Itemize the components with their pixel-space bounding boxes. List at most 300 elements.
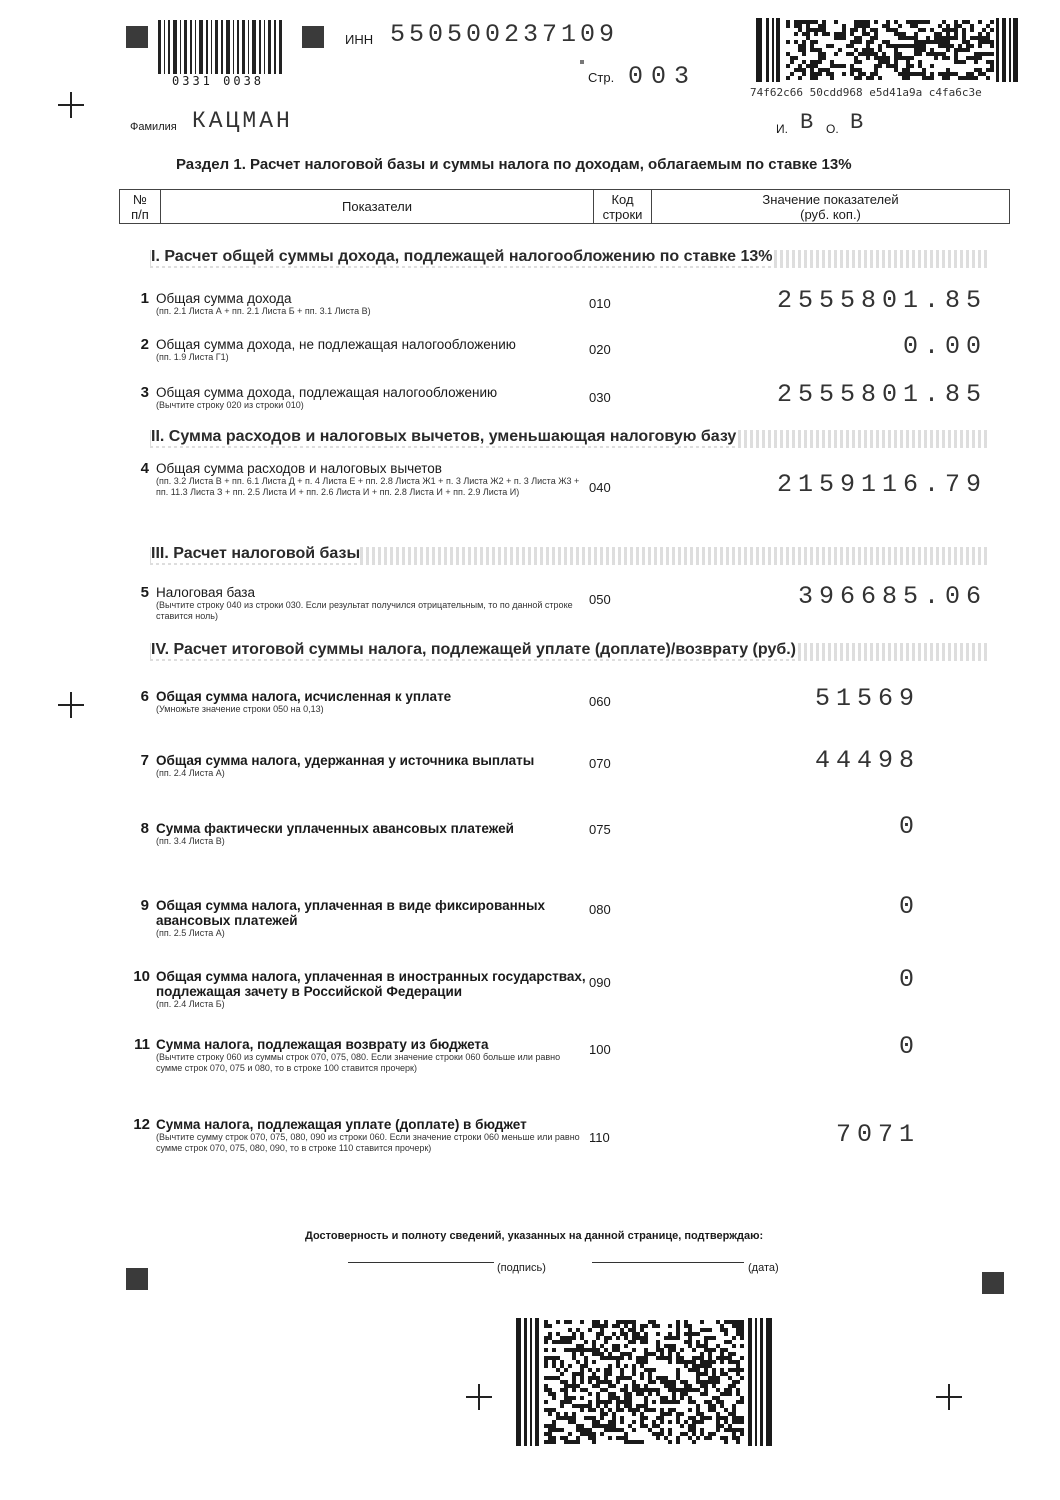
barcode-module — [604, 1372, 608, 1376]
barcode-module — [580, 1380, 584, 1384]
barcode-module — [572, 1332, 576, 1336]
barcode-module — [902, 68, 906, 72]
barcode-module — [696, 1380, 700, 1384]
barcode-module — [548, 1336, 552, 1340]
barcode-module — [620, 1328, 624, 1332]
barcode-module — [886, 44, 890, 48]
barcode-module — [568, 1432, 572, 1436]
barcode-module — [732, 1408, 736, 1412]
barcode-module — [552, 1376, 556, 1380]
section-3-title: III. Расчет налоговой базы — [151, 545, 361, 562]
barcode-module — [640, 1328, 644, 1332]
row-value: 0 — [898, 1032, 920, 1061]
barcode-module — [580, 1388, 584, 1392]
barcode-module — [704, 1372, 708, 1376]
col-num-line2: п/п — [131, 206, 149, 222]
barcode-module — [688, 1396, 692, 1400]
barcode-module — [724, 1348, 728, 1352]
barcode-module — [874, 64, 878, 68]
barcode-module — [870, 52, 874, 56]
barcode-module — [724, 1420, 728, 1424]
barcode-module — [806, 36, 810, 40]
barcode-module — [830, 72, 834, 76]
barcode-module — [624, 1364, 628, 1368]
barcode-module — [692, 1416, 696, 1420]
barcode-module — [834, 52, 838, 56]
barcode-module — [712, 1336, 716, 1340]
barcode-module — [926, 20, 930, 24]
barcode-module — [556, 1376, 560, 1380]
barcode-module — [668, 1400, 672, 1404]
barcode-module — [894, 60, 898, 64]
barcode-module — [914, 72, 918, 76]
datamatrix-barcode-bottom — [516, 1318, 772, 1446]
barcode-module — [810, 20, 814, 24]
barcode-module — [696, 1412, 700, 1416]
barcode-module — [564, 1340, 568, 1344]
barcode-module — [568, 1340, 572, 1344]
barcode-module — [802, 52, 806, 56]
barcode-module — [568, 1336, 572, 1340]
barcode-module — [950, 36, 954, 40]
barcode-module — [954, 56, 958, 60]
barcode-module — [942, 36, 946, 40]
barcode-module — [962, 76, 966, 80]
barcode-module — [608, 1384, 612, 1388]
barcode-module — [608, 1372, 612, 1376]
barcode-module — [660, 1428, 664, 1432]
barcode-module — [894, 52, 898, 56]
barcode-module — [716, 1416, 720, 1420]
barcode-module — [628, 1400, 632, 1404]
barcode-module — [692, 1348, 696, 1352]
barcode-module — [596, 1332, 600, 1336]
barcode-module — [676, 1388, 680, 1392]
barcode-module — [568, 1320, 572, 1324]
barcode-module — [806, 20, 810, 24]
barcode-module — [604, 1428, 608, 1432]
barcode-module — [720, 1348, 724, 1352]
barcode-module — [644, 1352, 648, 1356]
barcode-module — [580, 1408, 584, 1412]
barcode-module — [854, 36, 858, 40]
barcode-module — [930, 76, 934, 80]
barcode-module — [564, 1396, 568, 1400]
barcode-module — [954, 32, 958, 36]
barcode-module — [802, 60, 806, 64]
barcode-module — [822, 32, 826, 36]
barcode-module — [568, 1396, 572, 1400]
barcode-module — [676, 1352, 680, 1356]
barcode-module — [974, 60, 978, 64]
barcode-module — [628, 1424, 632, 1428]
barcode-module — [818, 28, 822, 32]
barcode-module — [660, 1352, 664, 1356]
barcode-module — [592, 1416, 596, 1420]
barcode-module — [580, 1424, 584, 1428]
barcode-module — [604, 1320, 608, 1324]
barcode-module — [636, 1392, 640, 1396]
barcode-module — [728, 1392, 732, 1396]
barcode-module — [874, 56, 878, 60]
barcode-module — [548, 1388, 552, 1392]
row-label-block — [156, 821, 586, 847]
barcode-module — [736, 1380, 740, 1384]
row-title: Общая сумма расходов и налоговых вычетов — [156, 461, 442, 476]
barcode-module — [700, 1416, 704, 1420]
barcode-module — [596, 1404, 600, 1408]
barcode-module — [720, 1436, 724, 1440]
barcode-module — [616, 1344, 620, 1348]
barcode-module — [858, 40, 862, 44]
barcode-module — [616, 1380, 620, 1384]
row-value: 2555801.85 — [776, 286, 987, 315]
barcode-module — [720, 1392, 724, 1396]
row-note: (пп. 1.9 Листа Г1) — [156, 352, 229, 362]
barcode-module — [886, 64, 890, 68]
barcode-module — [818, 52, 822, 56]
barcode-module — [560, 1380, 564, 1384]
barcode-module — [938, 36, 942, 40]
barcode-module — [946, 32, 950, 36]
barcode-module — [696, 1372, 700, 1376]
barcode-module — [878, 56, 882, 60]
inn-value: 550500237109 — [390, 20, 619, 49]
barcode-module — [688, 1384, 692, 1388]
barcode-module — [684, 1420, 688, 1424]
barcode-module — [858, 68, 862, 72]
barcode-module — [870, 72, 874, 76]
barcode-module — [552, 1420, 556, 1424]
barcode-module — [990, 60, 994, 64]
barcode-module — [616, 1336, 620, 1340]
barcode-module — [680, 1348, 684, 1352]
barcode-module — [580, 1348, 584, 1352]
barcode-module — [942, 72, 946, 76]
barcode-module — [684, 1432, 688, 1436]
barcode-module — [592, 1344, 596, 1348]
barcode-module — [894, 56, 898, 60]
barcode-module — [696, 1332, 700, 1336]
barcode-module — [736, 1332, 740, 1336]
barcode-module — [798, 28, 802, 32]
barcode-module — [902, 32, 906, 36]
barcode-module — [576, 1424, 580, 1428]
barcode-module — [644, 1368, 648, 1372]
barcode-module — [954, 52, 958, 56]
barcode-module — [810, 72, 814, 76]
barcode-module — [596, 1324, 600, 1328]
barcode-module — [728, 1384, 732, 1388]
barcode-module — [596, 1376, 600, 1380]
barcode-module — [604, 1336, 608, 1340]
barcode-module — [990, 52, 994, 56]
barcode-module — [592, 1376, 596, 1380]
barcode-module — [704, 1380, 708, 1384]
barcode-module — [556, 1340, 560, 1344]
barcode-module — [632, 1372, 636, 1376]
barcode-module — [922, 72, 926, 76]
barcode-module — [802, 32, 806, 36]
barcode-module — [874, 72, 878, 76]
barcode-module — [740, 1344, 744, 1348]
barcode-module — [874, 36, 878, 40]
barcode-module — [544, 1336, 548, 1340]
barcode-module — [672, 1392, 676, 1396]
barcode-module — [922, 44, 926, 48]
row-code: 075 — [589, 822, 611, 837]
barcode-module — [894, 32, 898, 36]
barcode-module — [560, 1404, 564, 1408]
barcode-module — [628, 1440, 632, 1444]
barcode-module — [596, 1380, 600, 1384]
signature-line[interactable] — [348, 1262, 494, 1263]
barcode-module — [732, 1320, 736, 1324]
barcode-module — [576, 1328, 580, 1332]
barcode-module — [664, 1400, 668, 1404]
barcode-module — [660, 1356, 664, 1360]
barcode-module — [664, 1344, 668, 1348]
barcode-module — [786, 64, 790, 68]
row-number: 6 — [140, 688, 149, 705]
barcode-module — [890, 44, 894, 48]
barcode-module — [608, 1336, 612, 1340]
barcode-module — [624, 1352, 628, 1356]
barcode-module — [680, 1360, 684, 1364]
barcode-module — [890, 64, 894, 68]
barcode-module — [862, 72, 866, 76]
barcode-module — [640, 1356, 644, 1360]
barcode-module — [704, 1348, 708, 1352]
barcode-module — [580, 1344, 584, 1348]
barcode-module — [732, 1352, 736, 1356]
barcode-module — [572, 1420, 576, 1424]
barcode-module — [676, 1336, 680, 1340]
barcode-module — [708, 1376, 712, 1380]
barcode-module — [962, 48, 966, 52]
row-code: 100 — [589, 1042, 611, 1057]
barcode-module — [704, 1340, 708, 1344]
barcode-module — [640, 1364, 644, 1368]
barcode-module — [914, 52, 918, 56]
barcode-module — [934, 32, 938, 36]
barcode-module — [548, 1332, 552, 1336]
row-number: 8 — [140, 820, 149, 837]
barcode-module — [942, 76, 946, 80]
date-line[interactable] — [592, 1262, 744, 1263]
barcode-module — [612, 1420, 616, 1424]
barcode-module — [564, 1348, 568, 1352]
barcode-module — [978, 40, 982, 44]
barcode-module — [640, 1336, 644, 1340]
barcode-module — [724, 1356, 728, 1360]
barcode-module — [700, 1420, 704, 1424]
barcode-module — [568, 1348, 572, 1352]
barcode-module — [732, 1360, 736, 1364]
barcode-module — [818, 72, 822, 76]
barcode-module — [600, 1412, 604, 1416]
barcode-module — [938, 44, 942, 48]
barcode-module — [588, 1432, 592, 1436]
barcode-module — [612, 1412, 616, 1416]
row-number: 10 — [133, 968, 150, 985]
barcode-module — [624, 1404, 628, 1408]
barcode-module — [894, 44, 898, 48]
barcode-module — [822, 24, 826, 28]
barcode-module — [842, 36, 846, 40]
barcode-module — [628, 1340, 632, 1344]
barcode-module — [624, 1436, 628, 1440]
barcode-module — [696, 1388, 700, 1392]
barcode-module — [572, 1404, 576, 1408]
barcode-module — [564, 1384, 568, 1388]
barcode-module — [716, 1420, 720, 1424]
barcode-module — [720, 1424, 724, 1428]
barcode-module — [584, 1404, 588, 1408]
barcode-module — [564, 1416, 568, 1420]
barcode-module — [568, 1416, 572, 1420]
barcode-module — [736, 1440, 740, 1444]
barcode-module — [544, 1340, 548, 1344]
barcode-module — [934, 36, 938, 40]
barcode-module — [814, 20, 818, 24]
barcode-module — [696, 1340, 700, 1344]
registration-square-top-left — [126, 26, 148, 48]
barcode-module — [910, 64, 914, 68]
barcode-module — [990, 28, 994, 32]
barcode-module — [620, 1320, 624, 1324]
barcode-module — [930, 48, 934, 52]
barcode-module — [798, 48, 802, 52]
barcode-module — [830, 64, 834, 68]
barcode-module — [716, 1388, 720, 1392]
barcode-module — [954, 36, 958, 40]
barcode-module — [656, 1344, 660, 1348]
barcode-module — [794, 40, 798, 44]
barcode-module — [720, 1360, 724, 1364]
barcode-module — [616, 1364, 620, 1368]
barcode-module — [946, 28, 950, 32]
barcode-module — [886, 56, 890, 60]
barcode-module — [692, 1368, 696, 1372]
barcode-module — [620, 1372, 624, 1376]
barcode-module — [728, 1412, 732, 1416]
barcode-module — [910, 72, 914, 76]
barcode-module — [560, 1436, 564, 1440]
barcode-module — [592, 1360, 596, 1364]
barcode-module — [918, 20, 922, 24]
barcode-module — [736, 1416, 740, 1420]
barcode-module — [676, 1412, 680, 1416]
section-2-title: II. Сумма расходов и налоговых вычетов, уменьшающая налоговую базу — [151, 428, 737, 445]
barcode-module — [874, 32, 878, 36]
barcode-module — [918, 40, 922, 44]
barcode-module — [834, 36, 838, 40]
barcode-module — [842, 24, 846, 28]
barcode-module — [636, 1336, 640, 1340]
barcode-module — [696, 1344, 700, 1348]
barcode-module — [966, 76, 970, 80]
barcode-module — [588, 1392, 592, 1396]
col-code-line2: строки — [602, 206, 643, 222]
barcode-module — [572, 1336, 576, 1340]
barcode-module — [724, 1340, 728, 1344]
barcode-module — [548, 1440, 552, 1444]
barcode-module — [696, 1420, 700, 1424]
barcode-module — [878, 44, 882, 48]
barcode-module — [700, 1364, 704, 1368]
barcode-module — [886, 40, 890, 44]
row-number: 2 — [140, 336, 149, 353]
barcode-module — [878, 60, 882, 64]
barcode-module — [660, 1408, 664, 1412]
barcode-module — [740, 1428, 744, 1432]
barcode-module — [696, 1356, 700, 1360]
barcode-module — [866, 76, 870, 80]
barcode-module — [700, 1360, 704, 1364]
barcode-module — [640, 1340, 644, 1344]
barcode-module — [612, 1324, 616, 1328]
barcode-module — [572, 1412, 576, 1416]
barcode-module — [564, 1440, 568, 1444]
barcode-module — [668, 1360, 672, 1364]
barcode-module — [552, 1408, 556, 1412]
row-number: 3 — [140, 384, 149, 401]
barcode-module — [560, 1340, 564, 1344]
barcode-module — [672, 1400, 676, 1404]
barcode-module — [914, 24, 918, 28]
barcode-module — [918, 64, 922, 68]
barcode-module — [588, 1368, 592, 1372]
page-title: Раздел 1. Расчет налоговой базы и суммы налога по доходам, облагаемым по ставке 13% — [176, 156, 852, 173]
barcode-module — [704, 1392, 708, 1396]
barcode-module — [810, 48, 814, 52]
barcode-module — [934, 40, 938, 44]
row-note: (пп. 2.4 Листа А) — [156, 768, 225, 778]
barcode-module — [740, 1356, 744, 1360]
barcode-module — [906, 72, 910, 76]
barcode-module — [978, 52, 982, 56]
barcode-module — [640, 1324, 644, 1328]
row-value: 51569 — [814, 684, 920, 713]
barcode-module — [854, 40, 858, 44]
barcode-module — [684, 1320, 688, 1324]
barcode-module — [644, 1336, 648, 1340]
barcode-module — [982, 72, 986, 76]
barcode-module — [798, 68, 802, 72]
barcode-module — [616, 1436, 620, 1440]
barcode-module — [584, 1348, 588, 1352]
barcode-module — [664, 1336, 668, 1340]
registration-cross-icon — [466, 1384, 492, 1410]
barcode-module — [962, 36, 966, 40]
barcode-module — [898, 32, 902, 36]
barcode-module — [612, 1428, 616, 1432]
barcode-module — [564, 1368, 568, 1372]
barcode-module — [548, 1324, 552, 1328]
barcode-module — [632, 1440, 636, 1444]
barcode-module — [846, 52, 850, 56]
barcode-module — [688, 1340, 692, 1344]
barcode-module — [640, 1416, 644, 1420]
linear-barcode-top — [158, 20, 284, 74]
barcode-module — [728, 1368, 732, 1372]
barcode-module — [786, 20, 790, 24]
barcode-module — [688, 1328, 692, 1332]
barcode-module — [922, 68, 926, 72]
barcode-module — [874, 20, 878, 24]
barcode-module — [946, 36, 950, 40]
